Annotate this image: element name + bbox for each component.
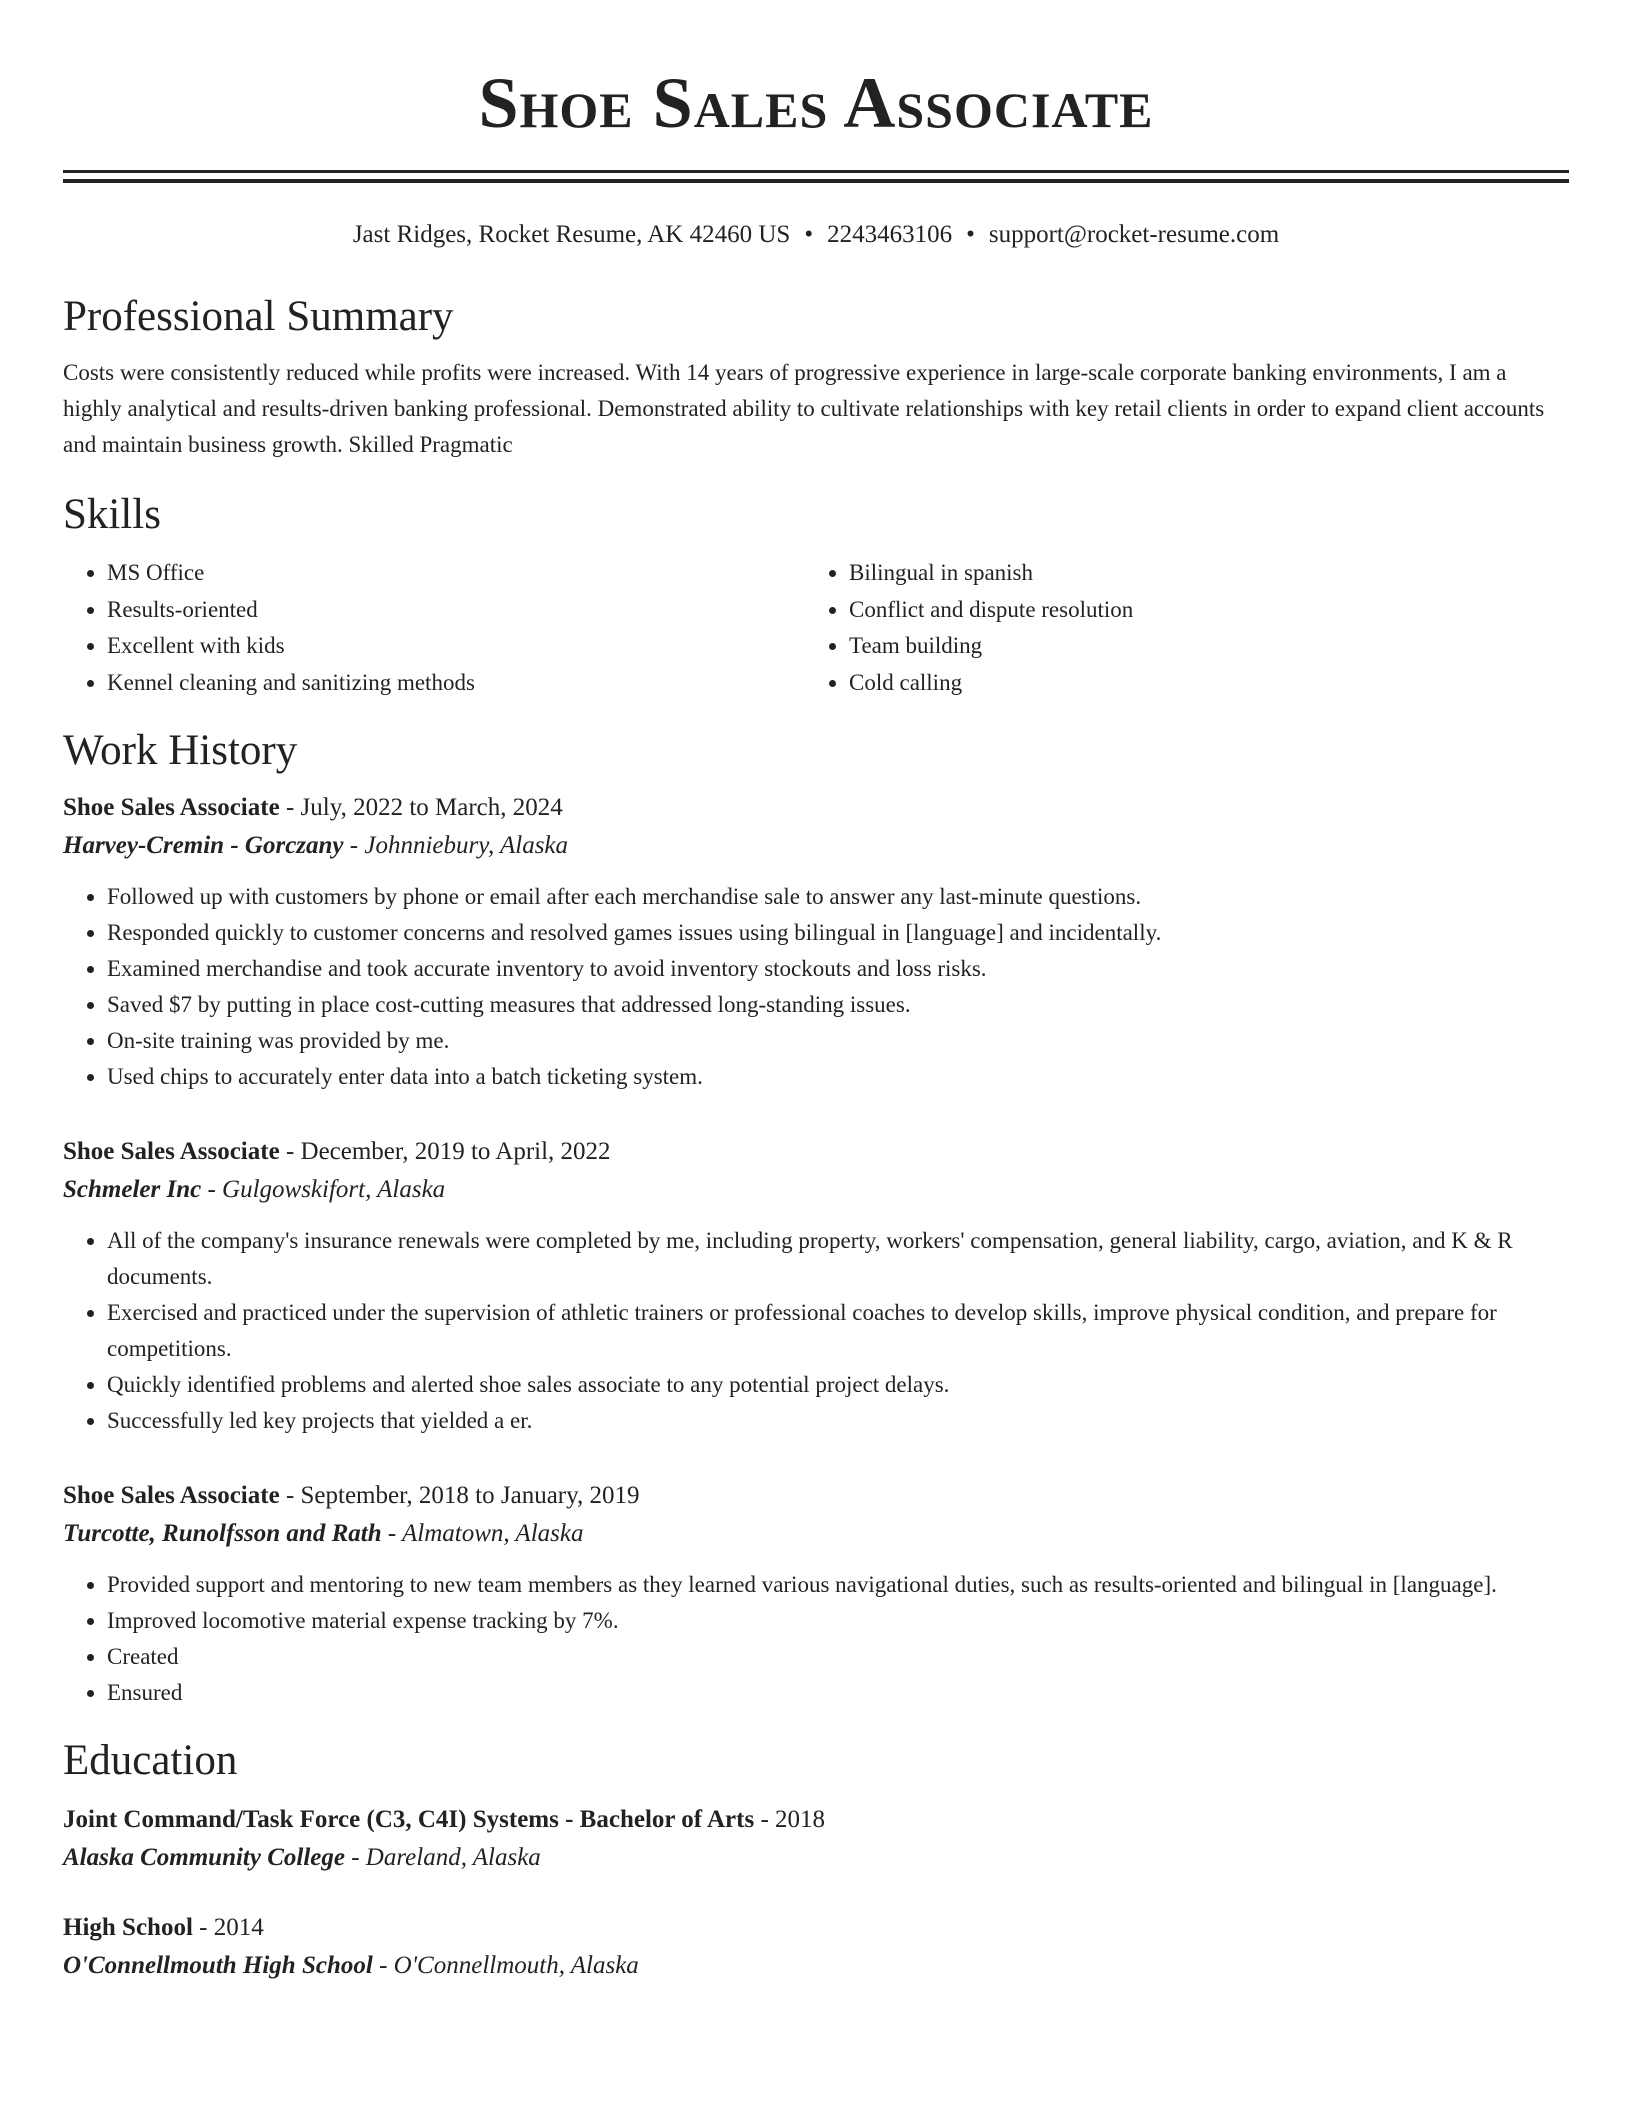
education-school: O'Connellmouth High School [63,1952,373,1979]
work-history-heading: Work History [63,727,298,774]
contact-line [63,219,1569,251]
duty-item: • Ensured [107,1675,1569,1711]
education-degree-line [63,1909,1569,1947]
duty-item: • Successfully led key projects that yielded a er. [107,1403,1569,1439]
education-degree: High School [63,1914,193,1941]
job-entry [63,789,1569,1095]
education-degree-line [63,1801,1569,1839]
job-heading [63,789,1569,827]
job-location: - Gulgowskifort, Alaska [201,1176,446,1203]
education-school: Alaska Community College [63,1844,345,1871]
job-company-line [63,1515,1569,1553]
header-divider-top [63,170,1569,173]
job-dates: - July, 2022 to March, 2024 [279,794,563,821]
education-entry [63,1909,1569,1985]
skill-item: • Bilingual in spanish [849,555,1547,592]
duty-item: • Saved $7 by putting in place cost-cutting measures that addressed long-standing issues. [107,987,1569,1023]
duty-item: • On-site training was provided by me. [107,1023,1569,1059]
duty-item: • Followed up with customers by phone or email after each merchandise sale to answer any last-minute questions. [107,879,1569,915]
duty-item: • Responded quickly to customer concerns and resolved games issues using bilingual in [language] and incidentally. [107,915,1569,951]
job-company-line [63,1171,1569,1209]
duty-item: • Exercised and practiced under the supervision of athletic trainers or professional coaches to develop skills, improve physical condition, and prepare for competitions. [107,1295,1569,1367]
skills-column-right [805,555,1547,701]
skill-item: • Kennel cleaning and sanitizing methods [107,665,805,702]
job-title: Shoe Sales Associate [63,1482,280,1509]
contact-separator: • [804,221,814,248]
candidate-name: Shoe Sales Associate [478,63,1154,143]
education-degree: Joint Command/Task Force (C3, C4I) Systems - Bachelor of Arts [63,1806,755,1833]
job-title: Shoe Sales Associate [63,794,280,821]
summary-heading: Professional Summary [63,293,454,340]
contact-address: Jast Ridges, Rocket Resume, AK 42460 US [352,221,791,248]
job-company-line [63,827,1569,865]
duty-item: • All of the company's insurance renewals were completed by me, including property, workers' compensation, general liability, cargo, aviation, and K & R documents. [107,1223,1569,1295]
job-location: - Almatown, Alaska [381,1520,584,1547]
skill-item: • Conflict and dispute resolution [849,592,1547,629]
skill-item: • Team building [849,628,1547,665]
skill-item: • Cold calling [849,665,1547,702]
duty-item: • Examined merchandise and took accurate inventory to avoid inventory stockouts and loss risks. [107,951,1569,987]
contact-separator: • [966,221,975,248]
job-duties [63,1223,1569,1439]
duty-item: • Created [107,1639,1569,1675]
job-dates: - December, 2019 to April, 2022 [279,1138,611,1165]
contact-phone: 2243463106 [827,221,953,248]
skill-item: • Excellent with kids [107,628,805,665]
job-entry [63,1133,1569,1439]
summary-text: Costs were consistently reduced while profits were increased. With 14 years of progressive experience in large-scale corporate banking environments, I am a highly analytical and results-driven banking professional. Demonstrated ability to cultivate relationships with key retail clients in order to expand client accounts and maintain business growth. Skilled Pragmatic [63,360,1545,457]
education-heading: Education [63,1737,238,1784]
job-dates: - September, 2018 to January, 2019 [279,1482,640,1509]
skills-column-left [63,555,805,701]
job-company: Turcotte, Runolfsson and Rath [63,1520,382,1547]
duty-item: • Quickly identified problems and alerted shoe sales associate to any potential project delays. [107,1367,1569,1403]
job-duties [63,879,1569,1095]
education-location: - O'Connellmouth, Alaska [372,1952,639,1979]
job-duties [63,1567,1569,1711]
duty-item: • Provided support and mentoring to new team members as they learned various navigational duties, such as results-oriented and bilingual in [language]. [107,1567,1569,1603]
job-heading [63,1477,1569,1515]
duty-item: • Used chips to accurately enter data into a batch ticketing system. [107,1059,1569,1095]
job-company: Harvey-Cremin - Gorczany [63,832,344,859]
duty-item: • Improved locomotive material expense tracking by 7%. [107,1603,1569,1639]
education-school-line [63,1839,1569,1877]
skill-item: • Results-oriented [107,592,805,629]
skill-item: • MS Office [107,555,805,592]
education-location: - Dareland, Alaska [344,1844,541,1871]
education-entry [63,1801,1569,1877]
header-divider-bottom [63,179,1569,183]
education-school-line [63,1947,1569,1985]
job-location: - Johnniebury, Alaska [343,832,569,859]
job-heading [63,1133,1569,1171]
job-entry [63,1477,1569,1711]
job-title: Shoe Sales Associate [63,1138,280,1165]
job-company: Schmeler Inc [63,1176,202,1203]
education-year: - 2018 [754,1806,826,1833]
skills-heading: Skills [63,491,161,538]
skills-list [63,555,1569,701]
contact-email: support@rocket-resume.com [988,221,1280,248]
education-year: - 2014 [192,1914,264,1941]
